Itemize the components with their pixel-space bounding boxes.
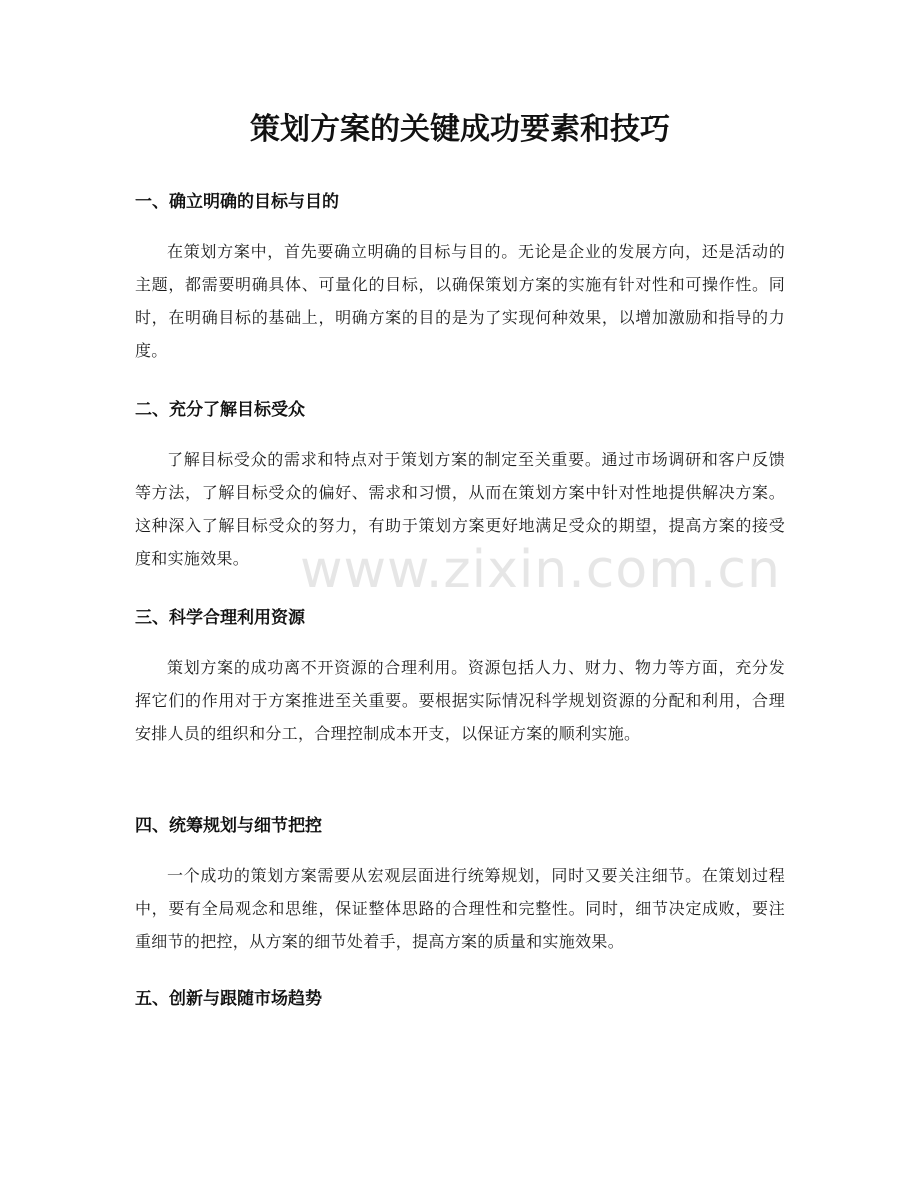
- section-heading-5: 五、创新与跟随市场趋势: [135, 989, 322, 1009]
- section-heading-1: 一、确立明确的目标与目的: [135, 192, 339, 212]
- watermark: www.zixin.com.cn: [300, 540, 781, 600]
- section-heading-3: 三、科学合理利用资源: [135, 608, 305, 628]
- section-heading-4: 四、统筹规划与细节把控: [135, 816, 322, 836]
- document-title: 策划方案的关键成功要素和技巧: [250, 112, 670, 147]
- section-paragraph-1: 在策划方案中，首先要确立明确的目标与目的。无论是企业的发展方向，还是活动的主题，都需要明确具体、可量化的目标，以确保策划方案的实施有针对性和可操作性。同时，在明确目标的基础上，明确方案的目的是为了实现何种效果，以增加激励和指导的力度。: [135, 242, 785, 360]
- section-paragraph-4: 一个成功的策划方案需要从宏观层面进行统筹规划，同时又要关注细节。在策划过程中，要有全局观念和思维，保证整体思路的合理性和完整性。同时，细节决定成败，要注重细节的把控，从方案的细节处着手，提高方案的质量和实施效果。: [135, 866, 785, 951]
- section-paragraph-2: 了解目标受众的需求和特点对于策划方案的制定至关重要。通过市场调研和客户反馈等方法，了解目标受众的偏好、需求和习惯，从而在策划方案中针对性地提供解决方案。这种深入了解目标受众的努力，有助于策划方案更好地满足受众的期望，提高方案的接受度和实施效果。: [135, 450, 785, 568]
- section-paragraph-3: 策划方案的成功离不开资源的合理利用。资源包括人力、财力、物力等方面，充分发挥它们的作用对于方案推进至关重要。要根据实际情况科学规划资源的分配和利用，合理安排人员的组织和分工，合理控制成本开支，以保证方案的顺利实施。: [135, 658, 785, 743]
- section-heading-2: 二、充分了解目标受众: [135, 400, 305, 420]
